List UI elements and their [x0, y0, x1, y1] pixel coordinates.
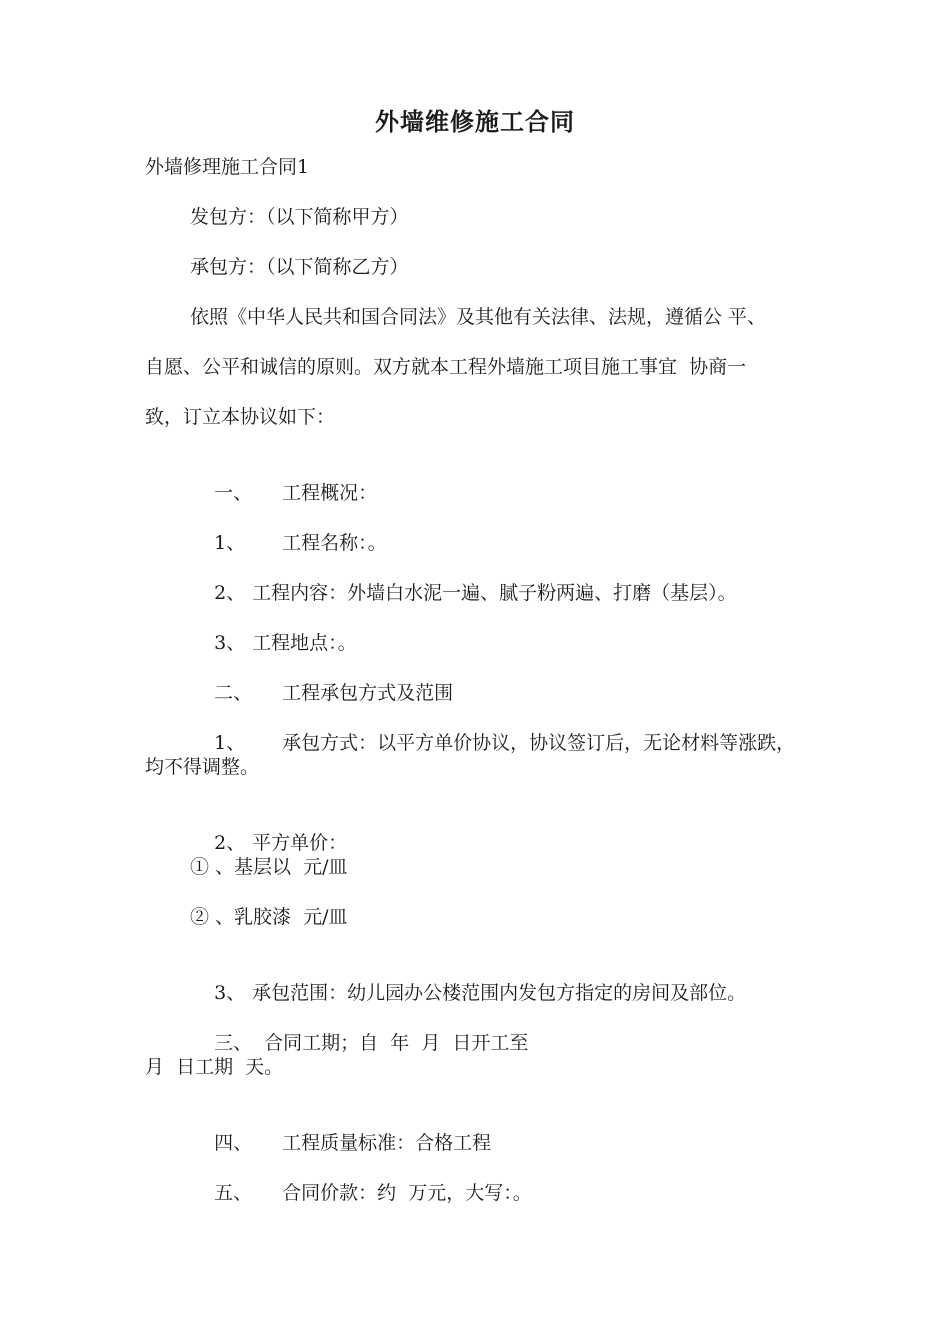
clause-number: 2、 — [214, 832, 246, 854]
section-5-heading — [190, 1154, 532, 1232]
clause-2-2-item-a: ① 、基层以 元/皿 — [190, 856, 348, 878]
clause-number: 3、 — [214, 982, 246, 1004]
section-number: 二、 — [214, 682, 253, 704]
document-title: 外墙维修施工合同 — [375, 108, 575, 136]
clause-text: 平方单价： — [252, 832, 348, 854]
clause-number: 2、 — [214, 582, 246, 604]
section-text: 工程概况： — [282, 482, 378, 504]
section-number: 五、 — [214, 1182, 253, 1204]
section-number: 三、 — [214, 1032, 253, 1054]
clause-number: 3、 — [214, 632, 246, 654]
clause-2-1-continuation: 均不得调整。 — [145, 756, 260, 778]
clause-text: 承包范围：幼儿园办公楼范围内发包方指定的房间及部位。 — [252, 982, 747, 1004]
clause-text: 工程地点：。 — [252, 632, 357, 654]
preamble-line-3: 致，订立本协议如下： — [145, 406, 336, 428]
clause-number: 1、 — [214, 732, 246, 754]
clause-text: 承包方式：以平方单价协议，协议签订后，无论材料等涨跌， — [282, 732, 796, 754]
section-number: 四、 — [214, 1132, 253, 1154]
section-text: 合同工期；自 年 月 日开工至 — [264, 1032, 529, 1054]
clause-2-2-item-b: ② 、乳胶漆 元/皿 — [190, 906, 348, 928]
clause-2-1 — [190, 704, 795, 782]
clause-text: 工程内容：外墙白水泥一遍、腻子粉两遍、打磨（基层）。 — [252, 582, 737, 604]
section-3-continuation: 月 日工期 天。 — [145, 1056, 284, 1078]
preamble-line-2: 自愿、公平和诚信的原则。双方就本工程外墙施工项目施工事宜 协商一 — [145, 356, 747, 378]
party-a-line: 发包方：（以下简称甲方） — [190, 206, 409, 228]
section-text: 工程承包方式及范围 — [282, 682, 454, 704]
party-b-line: 承包方：（以下简称乙方） — [190, 256, 409, 278]
section-number: 一、 — [214, 482, 253, 504]
section-text: 工程质量标准：合格工程 — [282, 1132, 492, 1154]
contract-subtitle: 外墙修理施工合同1 — [145, 156, 310, 178]
clause-number: 1、 — [214, 532, 246, 554]
section-text: 合同价款：约 万元，大写：。 — [282, 1182, 532, 1204]
clause-text: 工程名称：。 — [282, 532, 387, 554]
preamble-line-1: 依照《中华人民共和国合同法》及其他有关法律、法规，遵循公 平、 — [190, 306, 767, 328]
